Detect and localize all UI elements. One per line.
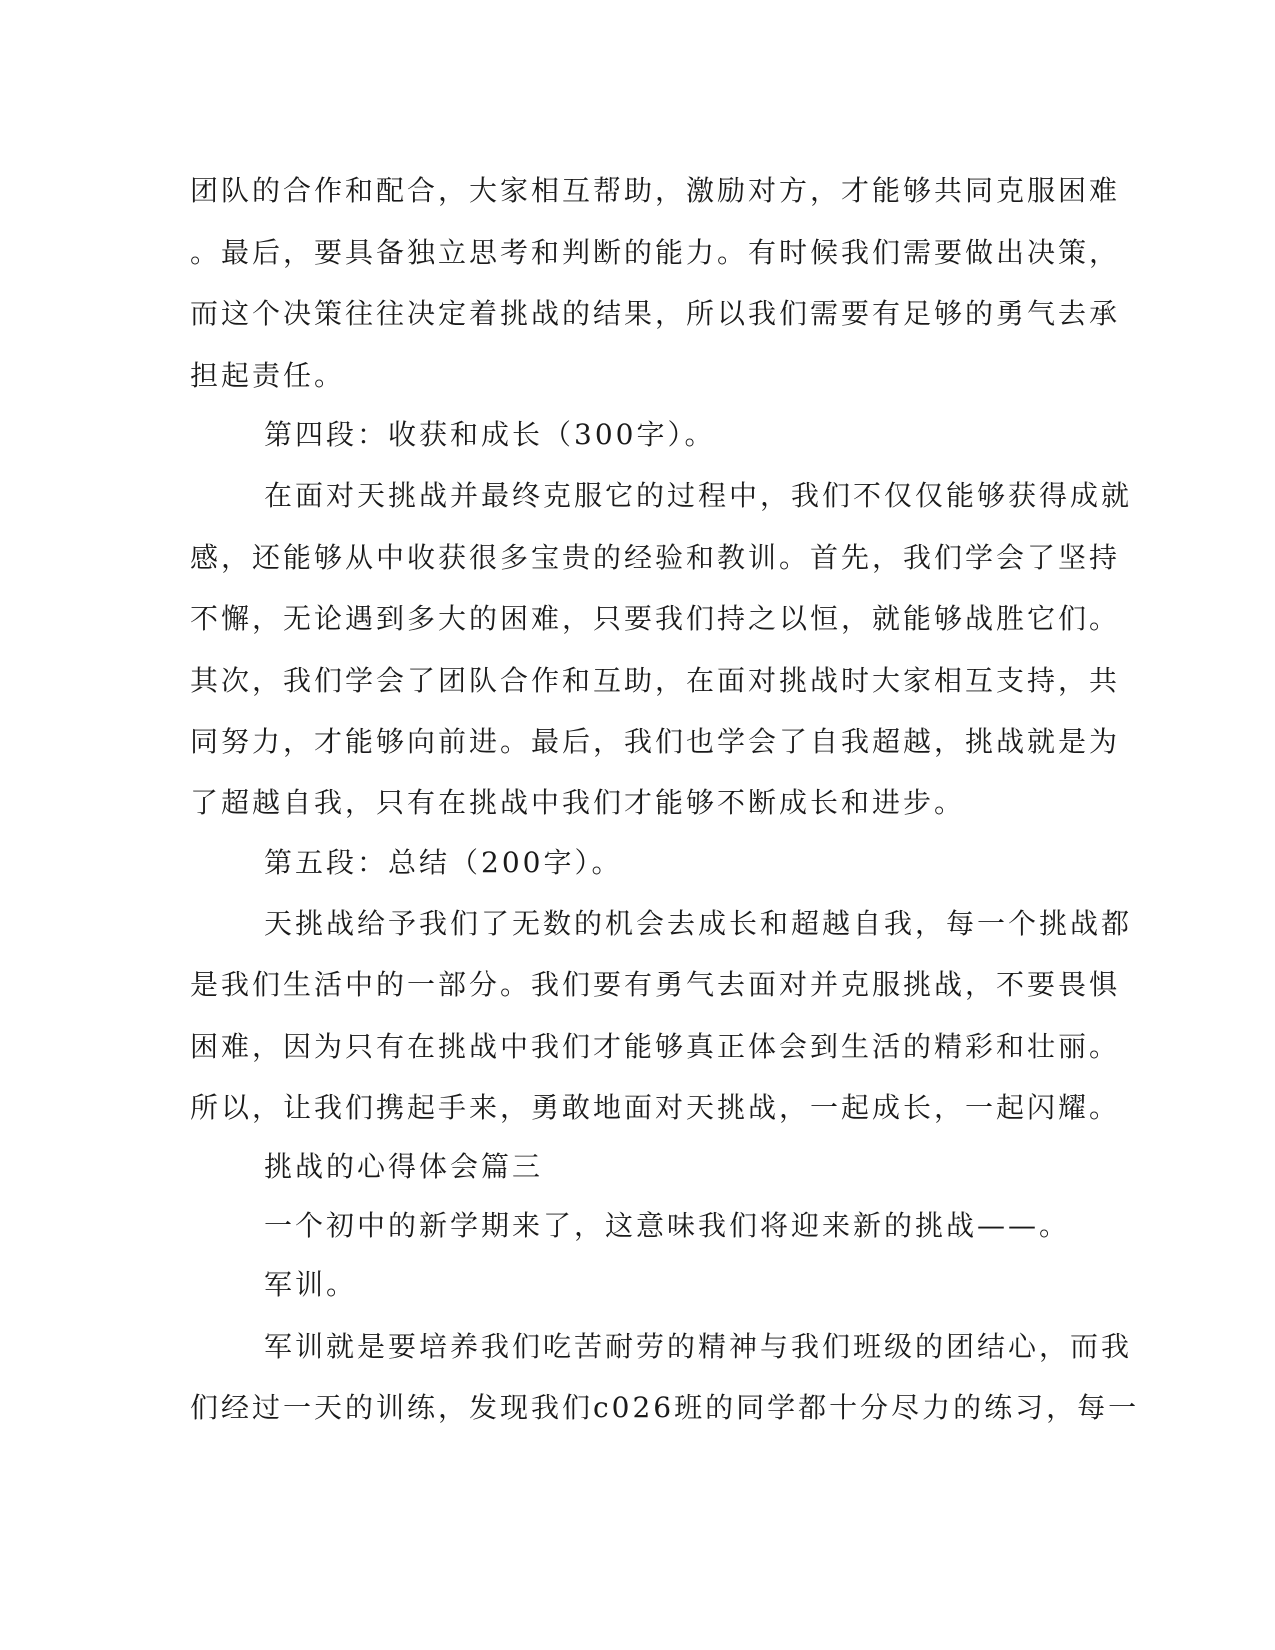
text-line: 是我们生活中的一部分。我们要有勇气去面对并克服挑战，不要畏惧 xyxy=(190,968,1121,1001)
text-line: 担起责任。 xyxy=(190,359,346,392)
text-line: 们经过一天的训练，发现我们c026班的同学都十分尽力的练习，每一 xyxy=(190,1391,1140,1424)
text-line: 不懈，无论遇到多大的困难，只要我们持之以恒，就能够战胜它们。 xyxy=(190,602,1121,635)
text-line: 同努力，才能够向前进。最后，我们也学会了自我超越，挑战就是为 xyxy=(190,725,1121,758)
text-line: 所以，让我们携起手来，勇敢地面对天挑战，一起成长，一起闪耀。 xyxy=(190,1091,1121,1124)
text-line: 一个初中的新学期来了，这意味我们将迎来新的挑战——。 xyxy=(264,1209,1071,1242)
text-line: 感，还能够从中收获很多宝贵的经验和教训。首先，我们学会了坚持 xyxy=(190,541,1121,574)
text-line: 其次，我们学会了团队合作和互助，在面对挑战时大家相互支持，共 xyxy=(190,664,1121,697)
text-line: 。最后，要具备独立思考和判断的能力。有时候我们需要做出决策， xyxy=(190,236,1121,269)
text-line: 在面对天挑战并最终克服它的过程中，我们不仅仅能够获得成就 xyxy=(264,479,1133,512)
text-line: 困难，因为只有在挑战中我们才能够真正体会到生活的精彩和壮丽。 xyxy=(190,1030,1121,1063)
text-line: 军训。 xyxy=(264,1268,358,1301)
section-heading: 第五段：总结（200字）。 xyxy=(264,846,623,879)
text-line: 而这个决策往往决定着挑战的结果，所以我们需要有足够的勇气去承 xyxy=(190,297,1121,330)
article-title: 挑战的心得体会篇三 xyxy=(264,1150,544,1183)
section-heading: 第四段：收获和成长（300字）。 xyxy=(264,418,716,451)
text-line: 团队的合作和配合，大家相互帮助，激励对方，才能够共同克服困难 xyxy=(190,174,1121,207)
text-line: 了超越自我，只有在挑战中我们才能够不断成长和进步。 xyxy=(190,786,966,819)
text-line: 天挑战给予我们了无数的机会去成长和超越自我，每一个挑战都 xyxy=(264,907,1133,940)
text-line: 军训就是要培养我们吃苦耐劳的精神与我们班级的团结心，而我 xyxy=(264,1330,1133,1363)
